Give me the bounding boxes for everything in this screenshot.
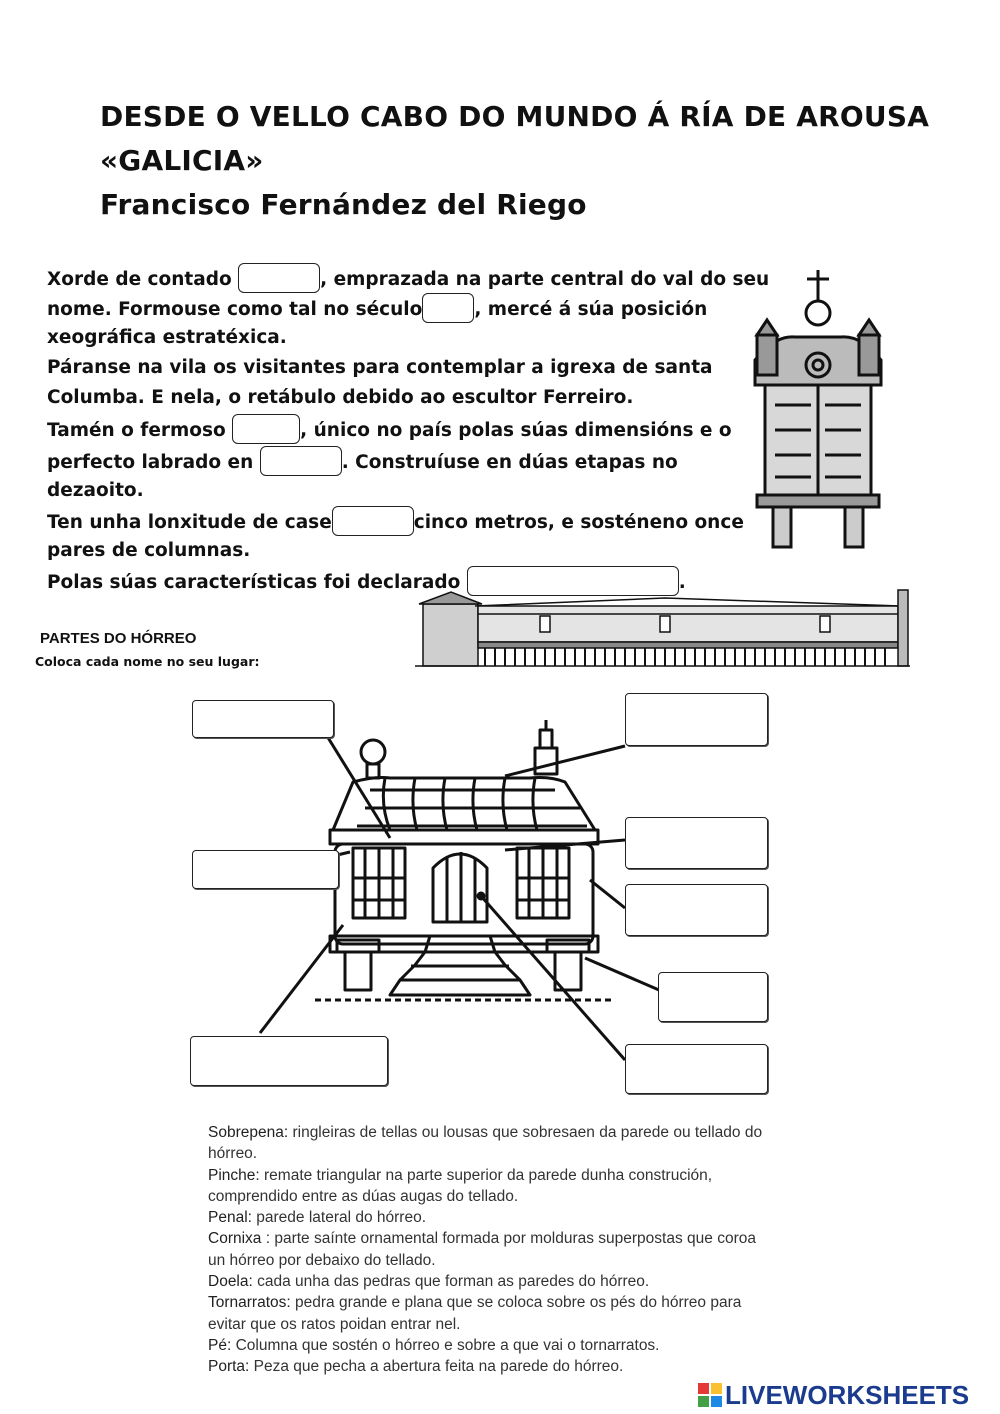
label-box-right-2[interactable] — [625, 884, 768, 936]
answer-box-century[interactable] — [422, 293, 474, 323]
glossary — [208, 1122, 768, 1378]
glossary-entry: Pinche: remate triangular na parte superior da parede dunha construción, comprendido entre as dúas augas do tellado. — [208, 1166, 713, 1205]
text-line-1: Xorde de contado , emprazada na parte central do val do seu — [47, 263, 769, 295]
horreo-long-illustration — [415, 582, 910, 674]
answer-box-monument[interactable] — [232, 414, 300, 444]
glossary-entry: Sobrepena: ringleiras de tellas ou lousas que sobresaen da parede ou tellado do hórreo. — [208, 1124, 763, 1163]
label-box-bottom-right[interactable] — [625, 1044, 768, 1094]
text-line-7: perfecto labrado en . Construíuse en dúas etapas no — [47, 446, 678, 478]
text-line-6: Tamén o fermoso , único no país polas súas dimensións e o — [47, 414, 732, 446]
label-box-top-right[interactable] — [625, 693, 768, 746]
glossary-entry: Pé: Columna que sostén o hórreo e sobre a que vai o tornarratos. — [208, 1336, 660, 1354]
text-line-11: Polas súas características foi declarado . — [47, 566, 686, 598]
glossary-entry: Doela: cada unha das pedras que forman as paredes do hórreo. — [208, 1273, 650, 1291]
label-box-right-1[interactable] — [625, 817, 768, 869]
answer-box-material[interactable] — [260, 446, 342, 476]
answer-box-length[interactable] — [332, 506, 414, 536]
author-name: Francisco Fernández del Riego — [100, 188, 587, 221]
text-line-4: Páranse na vila os visitantes para contemplar a igrexa de santa — [47, 357, 713, 378]
glossary-entry: Penal: parede lateral do hórreo. — [208, 1209, 427, 1227]
horreo-front-illustration — [735, 265, 895, 555]
text-line-9: Ten unha lonxitude de case cinco metros, e sosténeno once — [47, 506, 744, 538]
label-box-top-left[interactable] — [192, 700, 334, 738]
answer-box-town[interactable] — [238, 263, 320, 293]
title-line-2: «GALICIA» — [100, 144, 264, 177]
glossary-entry: Cornixa : parte saínte ornamental formada por molduras superpostas que coroa un hórreo por debaixo do tellado. — [208, 1230, 756, 1269]
text-line-5: Columba. E nela, o retábulo debido ao escultor Ferreiro. — [47, 387, 634, 408]
glossary-entry: Tornarratos: pedra grande e plana que se coloca sobre os pés do hórreo para evitar que os ratos poidan entrar nel. — [208, 1294, 742, 1333]
liveworksheets-logo-icon — [698, 1383, 722, 1407]
parts-title: PARTES DO HÓRREO — [40, 630, 197, 647]
text-line-3: xeográfica estratéxica. — [47, 327, 287, 348]
glossary-entry: Porta: Peza que pecha a abertura feita na parede do hórreo. — [208, 1358, 624, 1376]
footer-brand: LIVEWORKSHEETS — [725, 1380, 970, 1410]
text-line-2: nome. Formouse como tal no século , mercé á súa posición — [47, 293, 707, 325]
label-box-left-middle[interactable] — [192, 850, 339, 889]
label-box-bottom-left[interactable] — [190, 1036, 388, 1086]
text-line-8: dezaoito. — [47, 480, 144, 501]
text-line-10: pares de columnas. — [47, 540, 251, 561]
label-box-right-3[interactable] — [658, 972, 768, 1022]
title-line-1: DESDE O VELLO CABO DO MUNDO Á RÍA DE AROUSA — [100, 100, 930, 133]
parts-instructions: Coloca cada nome no seu lugar: — [35, 654, 260, 669]
